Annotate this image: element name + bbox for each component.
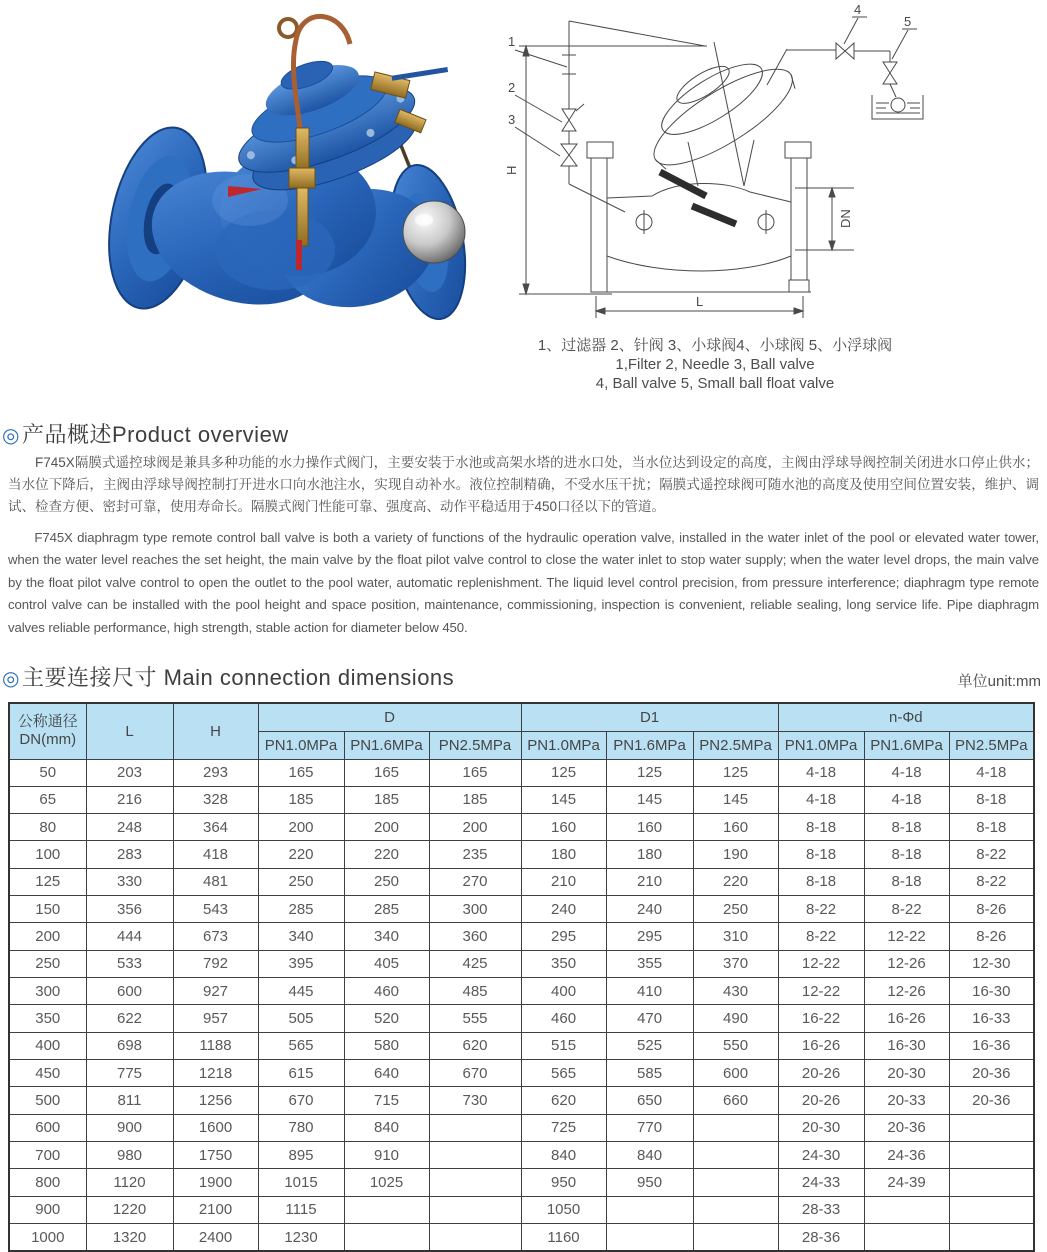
table-cell: 24-39 (864, 1169, 949, 1196)
table-cell: 620 (429, 1032, 521, 1059)
table-cell: 300 (429, 896, 521, 923)
table-row (9, 1060, 1034, 1087)
float-valve-symbol (883, 62, 897, 84)
overview-title-text: 产品概述Product overview (21, 422, 289, 447)
table-cell: 328 (173, 786, 258, 813)
table-cell: 430 (693, 978, 778, 1005)
table-cell: 235 (429, 841, 521, 868)
diagram-caption (480, 336, 950, 393)
table-cell: 16-26 (778, 1032, 864, 1059)
table-row (9, 868, 1034, 895)
table-cell: 927 (173, 978, 258, 1005)
table-cell: 20-30 (864, 1060, 949, 1087)
table-row (9, 1114, 1034, 1141)
header-pn: PN1.6MPa (344, 731, 429, 759)
shutoff-valve-symbol (836, 43, 854, 59)
table-cell: 28-36 (778, 1224, 864, 1251)
table-cell: 20-33 (864, 1087, 949, 1114)
table-cell: 20-26 (778, 1060, 864, 1087)
table-cell: 4-18 (864, 759, 949, 786)
table-cell: 200 (344, 814, 429, 841)
table-cell: 1600 (173, 1114, 258, 1141)
table-cell: 811 (86, 1087, 173, 1114)
diagram-label-4: 4 (854, 2, 862, 17)
header-pn: PN1.6MPa (606, 731, 693, 759)
table-cell: 533 (86, 950, 173, 977)
technical-drawing-svg (492, 0, 1047, 330)
table-cell: 285 (258, 896, 344, 923)
table-cell: 295 (521, 923, 606, 950)
table-cell: 200 (429, 814, 521, 841)
table-cell (693, 1114, 778, 1141)
table-cell (949, 1224, 1034, 1251)
product-photo-svg (90, 0, 490, 332)
table-cell: 190 (693, 841, 778, 868)
table-cell: 792 (173, 950, 258, 977)
table-cell (429, 1224, 521, 1251)
table-cell: 4-18 (864, 786, 949, 813)
header-dn (9, 703, 86, 759)
caption-line-zh: 1、过滤器 2、针阀 3、小球阀4、小球阀 5、小浮球阀 (537, 337, 893, 354)
table-cell: 240 (521, 896, 606, 923)
table-cell: 210 (521, 868, 606, 895)
table-cell: 165 (258, 759, 344, 786)
red-lever (296, 240, 302, 270)
table-cell: 160 (521, 814, 606, 841)
table-cell: 700 (9, 1142, 86, 1169)
table-cell: 310 (693, 923, 778, 950)
dimensions-table (8, 702, 1035, 1252)
table-cell: 248 (86, 814, 173, 841)
table-cell: 1025 (344, 1169, 429, 1196)
table-cell (693, 1224, 778, 1251)
table-cell: 490 (693, 1005, 778, 1032)
table-cell: 425 (429, 950, 521, 977)
table-cell: 16-36 (949, 1032, 1034, 1059)
table-cell: 270 (429, 868, 521, 895)
table-cell: 1115 (258, 1196, 344, 1223)
table-cell: 800 (9, 1169, 86, 1196)
table-cell: 418 (173, 841, 258, 868)
table-cell: 356 (86, 896, 173, 923)
dim-label-dn: DN (838, 209, 853, 228)
table-cell: 395 (258, 950, 344, 977)
table-cell: 8-22 (778, 896, 864, 923)
table-cell: 16-22 (778, 1005, 864, 1032)
table-cell: 840 (344, 1114, 429, 1141)
table-cell (949, 1196, 1034, 1223)
table-cell: 600 (86, 978, 173, 1005)
table-cell: 12-26 (864, 950, 949, 977)
table-cell: 550 (693, 1032, 778, 1059)
table-cell: 715 (344, 1087, 429, 1114)
table-cell: 1015 (258, 1169, 344, 1196)
table-cell: 8-18 (864, 814, 949, 841)
table-cell: 160 (606, 814, 693, 841)
diagram-label-1: 1 (508, 34, 516, 49)
table-cell: 555 (429, 1005, 521, 1032)
table-row (9, 1005, 1034, 1032)
table-cell: 24-30 (778, 1142, 864, 1169)
table-cell: 444 (86, 923, 173, 950)
table-cell: 185 (344, 786, 429, 813)
table-cell: 16-26 (864, 1005, 949, 1032)
table-cell: 24-33 (778, 1169, 864, 1196)
table-cell (949, 1169, 1034, 1196)
table-cell: 565 (521, 1060, 606, 1087)
table-cell: 185 (258, 786, 344, 813)
table-cell: 698 (86, 1032, 173, 1059)
table-cell: 185 (429, 786, 521, 813)
table-cell: 910 (344, 1142, 429, 1169)
table-row (9, 923, 1034, 950)
table-row (9, 1142, 1034, 1169)
table-cell: 180 (521, 841, 606, 868)
table-cell: 250 (9, 950, 86, 977)
table-cell: 12-22 (778, 950, 864, 977)
table-row (9, 1087, 1034, 1114)
table-cell: 295 (606, 923, 693, 950)
table-cell: 360 (429, 923, 521, 950)
table-cell: 364 (173, 814, 258, 841)
table-cell: 220 (344, 841, 429, 868)
overview-paragraph-zh: F745X隔膜式遥控球阀是兼具多种功能的水力操作式阀门，主要安装于水池或高架水塔的进水口处，当水位达到设定的高度，主阀由浮球导阀控制关闭进水口停止供水；当水位下降后，主阀由浮球导阀控制打开进水口向水池注水，实现自动补水。液位控制精确，不受水压干扰；隔膜式遥控球阀可随水池的高度及使用空间位置安装，维护、调试、检查方便、密封可靠，使用寿命长。隔膜式阀门性能可靠、强度高、动作平稳适用于450口径以下的管道。 (8, 455, 1039, 514)
table-cell: 355 (606, 950, 693, 977)
table-cell: 125 (9, 868, 86, 895)
table-cell: 505 (258, 1005, 344, 1032)
table-cell: 4-18 (778, 786, 864, 813)
table-cell: 770 (606, 1114, 693, 1141)
table-cell (429, 1196, 521, 1223)
header-dn-line1: 公称通径 (17, 713, 78, 731)
table-cell (606, 1224, 693, 1251)
unit-label: 单位unit:mm (957, 673, 1041, 690)
table-cell: 370 (693, 950, 778, 977)
table-cell: 640 (344, 1060, 429, 1087)
caption-line-en2: 4, Ball valve 5, Small ball float valve (595, 375, 835, 392)
table-cell (344, 1196, 429, 1223)
table-cell: 725 (521, 1114, 606, 1141)
table-cell: 950 (606, 1169, 693, 1196)
table-cell: 24-36 (864, 1142, 949, 1169)
table-cell: 330 (86, 868, 173, 895)
table-cell (693, 1196, 778, 1223)
table-cell: 210 (606, 868, 693, 895)
diagram-label-3: 3 (508, 112, 516, 127)
table-cell: 8-18 (778, 814, 864, 841)
table-row (9, 841, 1034, 868)
table-row (9, 950, 1034, 977)
overview-paragraph-en: F745X diaphragm type remote control ball valve is both a variety of functions of the hydraulic operation valve, installed in the water inlet of the pool or elevated water tower, when the water level reaches the set height, the main valve by the float pilot valve control to close the water inlet to stop water supply; when the water level drops, the main valve by the float pilot valve control to open the outlet to the pool water, automatic replenishment. The liquid level control precision, from pressure interference; diaphragm type remote control valve can be installed with the pool height and space position, maintenance, commissioning, inspection is convenient, reliable sealing, long service life. Pipe diaphragm valves reliable performance, high strength, stable action for diameter below 450. (8, 530, 1039, 635)
table-cell: 1188 (173, 1032, 258, 1059)
table-cell: 16-30 (864, 1032, 949, 1059)
table-cell: 2400 (173, 1224, 258, 1251)
table-cell: 20-36 (949, 1060, 1034, 1087)
table-cell: 20-36 (864, 1114, 949, 1141)
table-cell: 350 (521, 950, 606, 977)
table-cell: 200 (9, 923, 86, 950)
table-cell: 600 (693, 1060, 778, 1087)
table-cell: 400 (9, 1032, 86, 1059)
table-cell (864, 1196, 949, 1223)
table-cell: 980 (86, 1142, 173, 1169)
table-cell (949, 1142, 1034, 1169)
table-cell: 8-18 (778, 841, 864, 868)
overview-section-title (2, 418, 289, 449)
table-cell: 565 (258, 1032, 344, 1059)
table-cell: 780 (258, 1114, 344, 1141)
table-cell: 8-18 (949, 786, 1034, 813)
product-photo (90, 0, 490, 332)
table-cell: 125 (693, 759, 778, 786)
table-cell: 840 (521, 1142, 606, 1169)
table-cell: 165 (344, 759, 429, 786)
table-cell: 250 (344, 868, 429, 895)
table-cell: 1750 (173, 1142, 258, 1169)
table-cell: 8-18 (864, 868, 949, 895)
table-cell: 460 (521, 1005, 606, 1032)
header-group-d1: D1 (521, 703, 778, 731)
table-cell: 125 (521, 759, 606, 786)
table-cell: 670 (258, 1087, 344, 1114)
table-cell: 410 (606, 978, 693, 1005)
table-cell: 445 (258, 978, 344, 1005)
table-cell: 8-22 (864, 896, 949, 923)
table-cell: 600 (9, 1114, 86, 1141)
header-group-nphid: n-Φd (778, 703, 1034, 731)
table-row (9, 1224, 1034, 1251)
table-cell: 12-30 (949, 950, 1034, 977)
table-cell: 950 (521, 1169, 606, 1196)
table-cell: 1320 (86, 1224, 173, 1251)
header-pn: PN2.5MPa (429, 731, 521, 759)
table-cell: 340 (344, 923, 429, 950)
table-cell (693, 1169, 778, 1196)
table-cell: 650 (606, 1087, 693, 1114)
table-row (9, 786, 1034, 813)
table-cell: 500 (9, 1087, 86, 1114)
table-cell: 145 (693, 786, 778, 813)
table-cell: 2100 (173, 1196, 258, 1223)
table-cell: 8-22 (949, 841, 1034, 868)
header-pn: PN2.5MPa (949, 731, 1034, 759)
table-row (9, 814, 1034, 841)
table-cell: 8-18 (864, 841, 949, 868)
dim-label-l: L (696, 294, 704, 309)
table-cell (429, 1114, 521, 1141)
table-cell: 1218 (173, 1060, 258, 1087)
table-cell: 165 (429, 759, 521, 786)
table-cell: 145 (606, 786, 693, 813)
table-cell: 180 (606, 841, 693, 868)
table-cell: 543 (173, 896, 258, 923)
table-cell (606, 1196, 693, 1223)
table-cell: 8-22 (778, 923, 864, 950)
table-cell: 481 (173, 868, 258, 895)
table-cell: 840 (606, 1142, 693, 1169)
table-cell: 1220 (86, 1196, 173, 1223)
table-cell: 4-18 (778, 759, 864, 786)
dim-label-h: H (504, 165, 519, 175)
table-cell: 12-22 (864, 923, 949, 950)
table-cell: 12-26 (864, 978, 949, 1005)
table-row (9, 1169, 1034, 1196)
table-cell: 220 (258, 841, 344, 868)
table-cell: 470 (606, 1005, 693, 1032)
table-cell: 1900 (173, 1169, 258, 1196)
header-pn: PN1.0MPa (521, 731, 606, 759)
table-row (9, 1032, 1034, 1059)
table-cell: 622 (86, 1005, 173, 1032)
table-cell: 1230 (258, 1224, 344, 1251)
eye-bolt (279, 19, 297, 37)
header-pn: PN1.0MPa (258, 731, 344, 759)
table-cell: 80 (9, 814, 86, 841)
table-cell: 775 (86, 1060, 173, 1087)
table-cell: 895 (258, 1142, 344, 1169)
caption-line-en1: 1,Filter 2, Needle 3, Ball valve (615, 356, 815, 373)
table-cell: 12-22 (778, 978, 864, 1005)
table-cell: 50 (9, 759, 86, 786)
water-tank (872, 95, 923, 119)
table-cell: 160 (693, 814, 778, 841)
table-cell (864, 1224, 949, 1251)
table-cell: 405 (344, 950, 429, 977)
table-cell: 250 (258, 868, 344, 895)
table-cell: 1050 (521, 1196, 606, 1223)
table-row (9, 896, 1034, 923)
table-cell: 900 (86, 1114, 173, 1141)
table-cell: 670 (429, 1060, 521, 1087)
table-cell: 460 (344, 978, 429, 1005)
table-cell: 216 (86, 786, 173, 813)
table-cell (693, 1142, 778, 1169)
table-cell: 8-26 (949, 896, 1034, 923)
section-bullet-icon: ◎ (2, 425, 20, 447)
table-cell: 220 (693, 868, 778, 895)
table-cell: 8-26 (949, 923, 1034, 950)
needle-valve-symbol (562, 104, 584, 131)
table-cell: 20-36 (949, 1087, 1034, 1114)
header-dn-line2: DN(mm) (19, 731, 77, 749)
header-pn: PN1.6MPa (864, 731, 949, 759)
table-cell: 16-30 (949, 978, 1034, 1005)
table-cell (344, 1224, 429, 1251)
table-cell: 200 (258, 814, 344, 841)
table-cell: 203 (86, 759, 173, 786)
table-cell: 350 (9, 1005, 86, 1032)
table-cell: 250 (693, 896, 778, 923)
table-cell: 673 (173, 923, 258, 950)
table-cell: 515 (521, 1032, 606, 1059)
dimensions-table-body (9, 759, 1034, 1251)
table-cell: 65 (9, 786, 86, 813)
table-cell: 660 (693, 1087, 778, 1114)
table-cell: 20-26 (778, 1087, 864, 1114)
header-pn: PN1.0MPa (778, 731, 864, 759)
table-cell: 8-18 (778, 868, 864, 895)
table-cell: 615 (258, 1060, 344, 1087)
table-cell: 293 (173, 759, 258, 786)
table-cell: 340 (258, 923, 344, 950)
table-cell: 1160 (521, 1224, 606, 1251)
table-cell: 240 (606, 896, 693, 923)
section-bullet-icon: ◎ (2, 668, 20, 690)
table-cell: 145 (521, 786, 606, 813)
table-row (9, 1196, 1034, 1223)
header-l: L (86, 703, 173, 759)
ball-valve-symbol (561, 144, 577, 166)
table-cell: 8-18 (949, 814, 1034, 841)
table-cell: 580 (344, 1032, 429, 1059)
dimensions-section-title (2, 661, 454, 692)
table-cell: 8-22 (949, 868, 1034, 895)
table-cell: 20-30 (778, 1114, 864, 1141)
table-cell (429, 1169, 521, 1196)
table-cell: 285 (344, 896, 429, 923)
table-cell: 150 (9, 896, 86, 923)
table-cell: 620 (521, 1087, 606, 1114)
ball-highlight (415, 214, 433, 226)
table-cell: 1120 (86, 1169, 173, 1196)
table-cell: 28-33 (778, 1196, 864, 1223)
header-h: H (173, 703, 258, 759)
table-cell: 400 (521, 978, 606, 1005)
table-cell: 900 (9, 1196, 86, 1223)
table-cell: 957 (173, 1005, 258, 1032)
table-header (9, 703, 1034, 759)
table-cell (429, 1142, 521, 1169)
header-group-d: D (258, 703, 521, 731)
float-ball (403, 201, 465, 263)
diagram-label-2: 2 (508, 80, 516, 95)
table-cell: 730 (429, 1087, 521, 1114)
table-cell: 485 (429, 978, 521, 1005)
table-cell: 283 (86, 841, 173, 868)
table-cell: 520 (344, 1005, 429, 1032)
dimensions-title-text: 主要连接尺寸 Main connection dimensions (21, 665, 455, 690)
table-cell: 4-18 (949, 759, 1034, 786)
table-cell: 450 (9, 1060, 86, 1087)
table-header-row-groups (9, 703, 1034, 731)
table-cell: 300 (9, 978, 86, 1005)
table-cell: 100 (9, 841, 86, 868)
technical-drawing (492, 0, 1047, 330)
table-cell (949, 1114, 1034, 1141)
table-cell: 1256 (173, 1087, 258, 1114)
table-cell: 525 (606, 1032, 693, 1059)
table-row (9, 978, 1034, 1005)
table-cell: 585 (606, 1060, 693, 1087)
table-cell: 125 (606, 759, 693, 786)
table-row (9, 759, 1034, 786)
header-pn: PN2.5MPa (693, 731, 778, 759)
table-cell: 16-33 (949, 1005, 1034, 1032)
diagram-label-5: 5 (904, 14, 912, 29)
table-cell: 1000 (9, 1224, 86, 1251)
